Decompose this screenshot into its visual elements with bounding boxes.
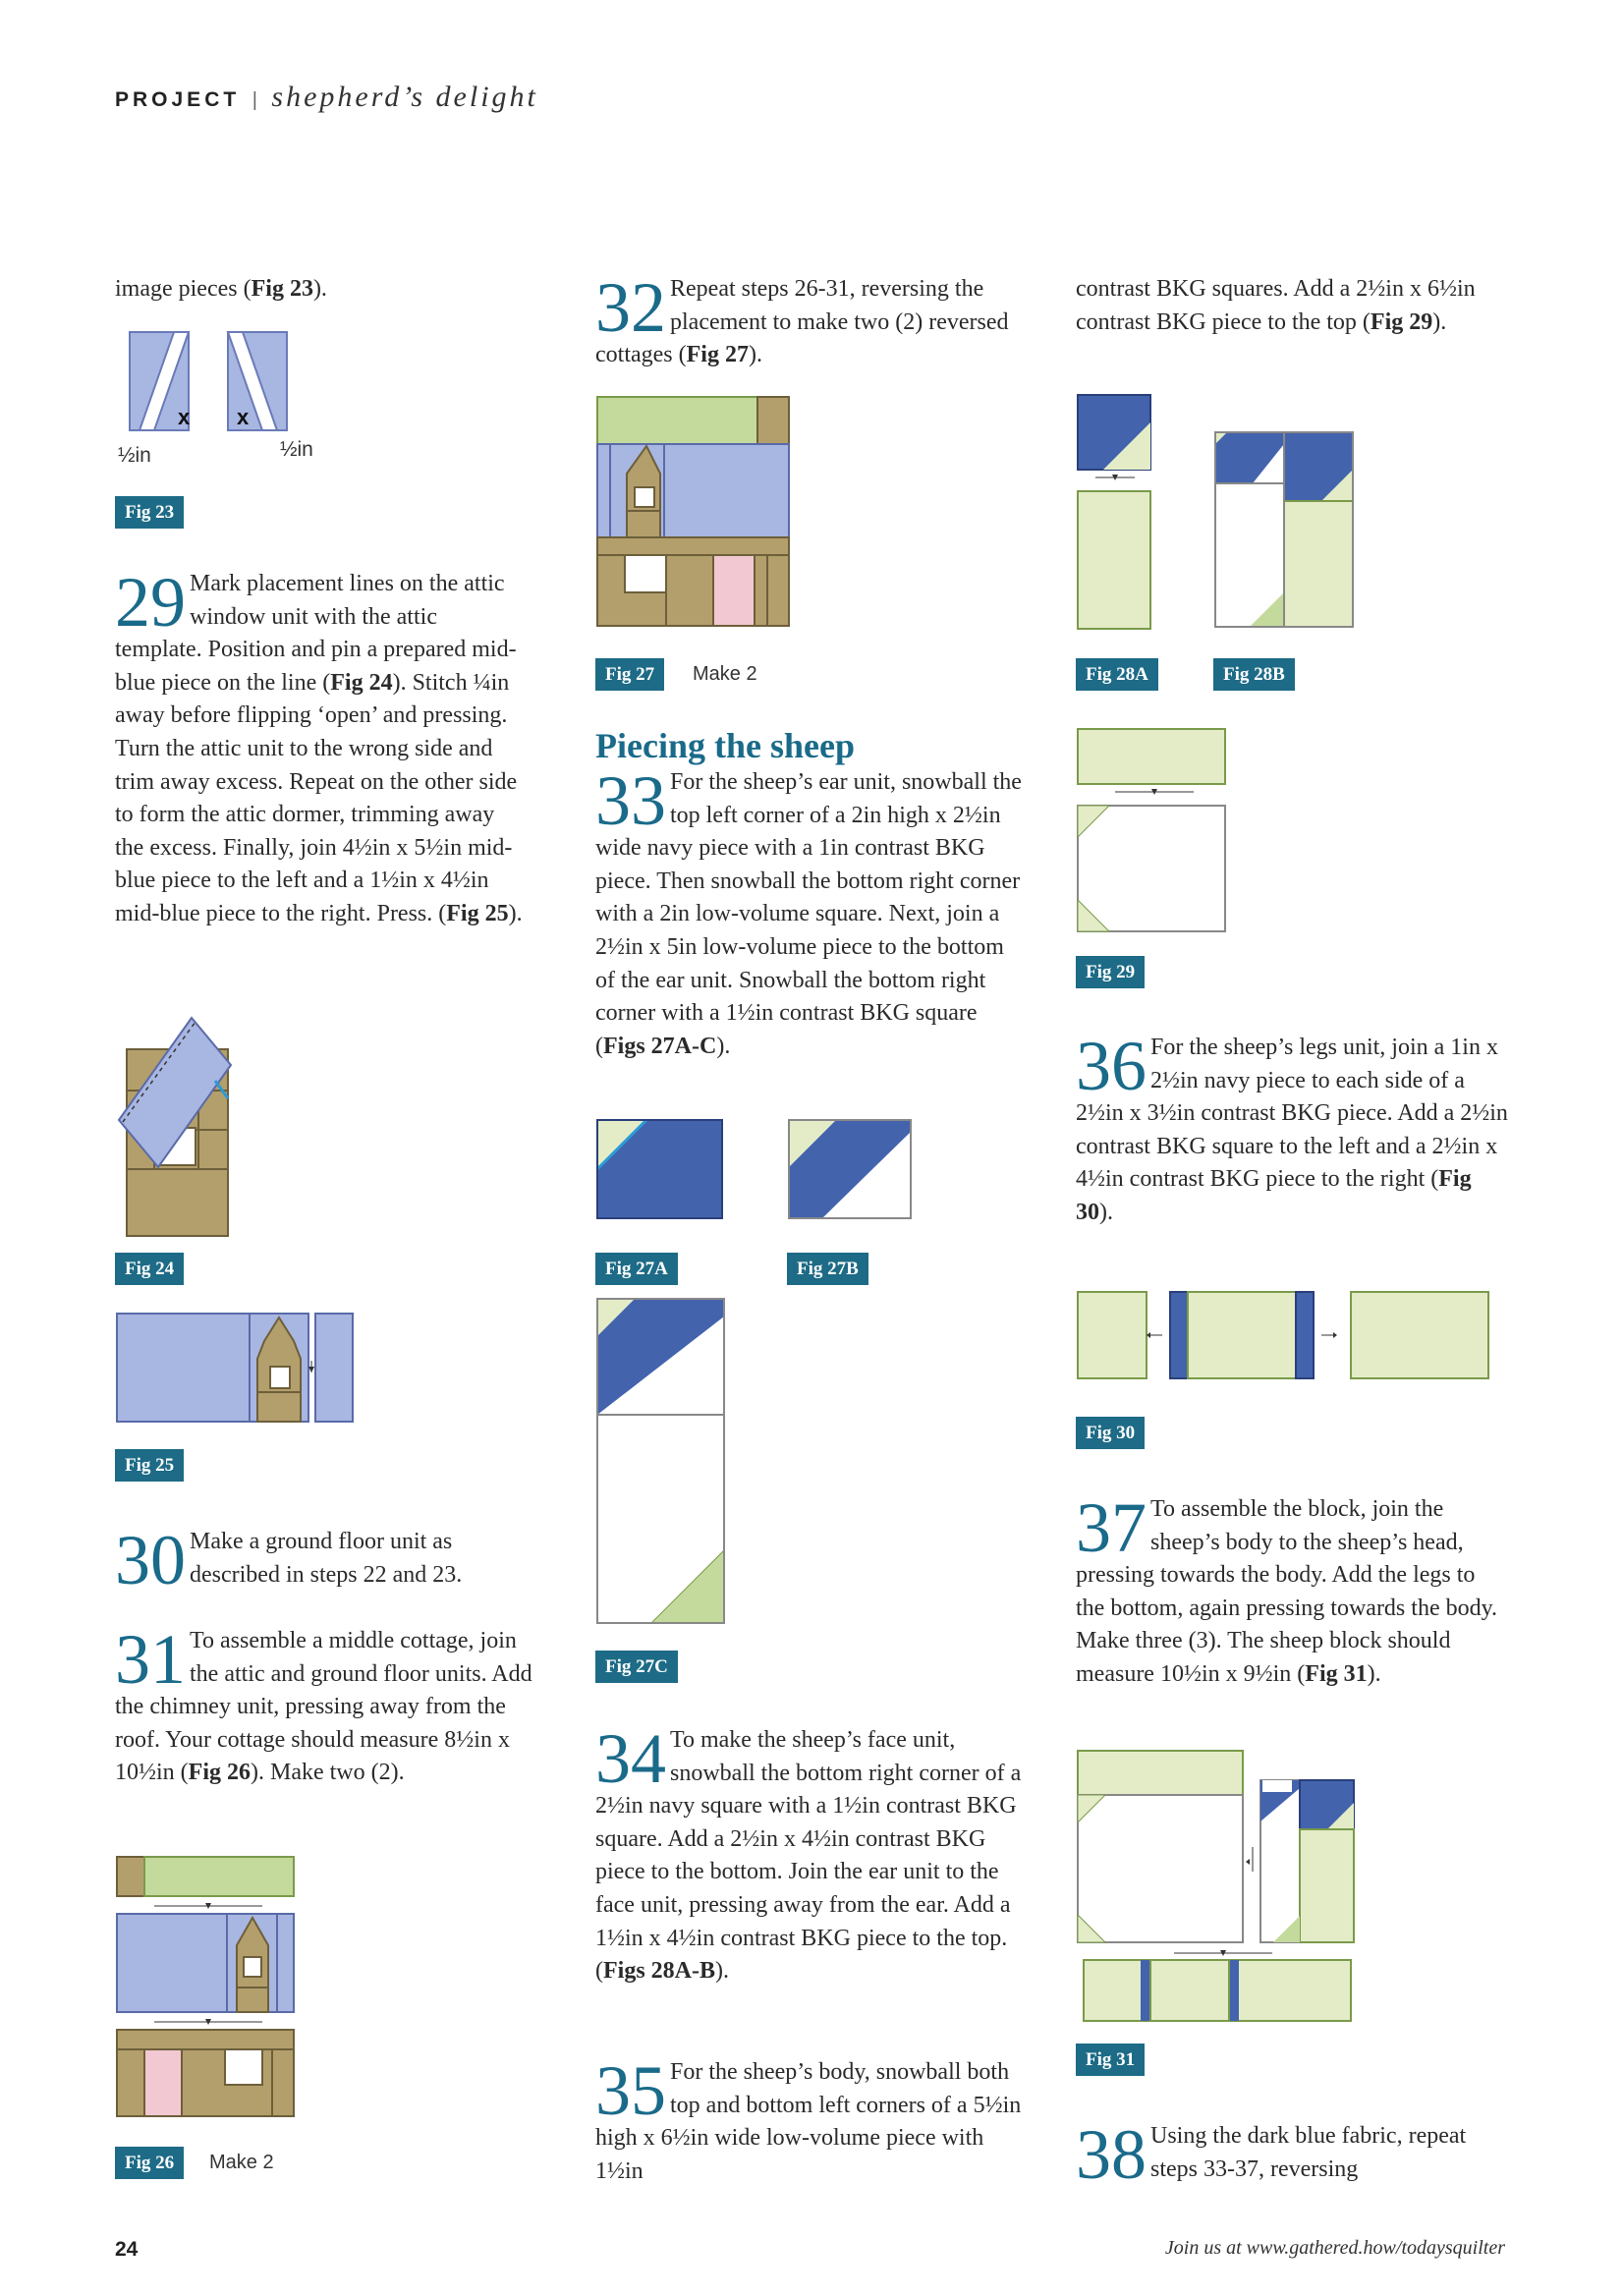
fig27a-label: Fig 27A: [595, 1253, 678, 1285]
fig26-label: Fig 26: [115, 2147, 184, 2179]
fig27a-diagram: [595, 1118, 728, 1222]
fig23-x-mark-right: x: [237, 405, 250, 429]
fig23-half-inch-left: ½in: [118, 444, 151, 467]
step-38-number: 38: [1076, 2115, 1147, 2194]
step-33-number: 33: [595, 761, 666, 840]
step-32-number: 32: [595, 268, 666, 347]
step-33: 33 For the sheep’s ear unit, snowball the top left corner of a 2in high x 2½in wide navy piece with a 1in contrast BKG piece. Then snowball the bottom right corner with a 2in low-volume square. Next, join a 2½in x 5in low-volume piece to the bottom of the ear unit. Snowball the bottom right corner with a 1½in contrast BKG square (Figs 27A-C).: [595, 761, 1022, 1059]
page-number: 24: [115, 2238, 139, 2261]
step-29-number: 29: [115, 563, 186, 642]
fig27c-diagram: [595, 1297, 728, 1631]
step-36-number: 36: [1076, 1027, 1147, 1105]
fig31-diagram: [1076, 1749, 1361, 2024]
fig28b-label: Fig 28B: [1213, 658, 1295, 691]
fig25-diagram: [115, 1312, 361, 1429]
step-37: 37 To assemble the block, join the sheep’s body to the sheep’s head, pressing towards the body. Add the legs to the bottom, again pressing towards the body. Make three (3). The sheep block should measure 10½in x 9½in (Fig 31).: [1076, 1488, 1498, 1687]
project-title: shepherd’s delight: [271, 81, 538, 113]
fig26-make-note: Make 2: [209, 2152, 274, 2173]
col1-intro: image pieces (Fig 23).: [115, 276, 327, 302]
fig27b-diagram: [787, 1118, 915, 1222]
step-31-number: 31: [115, 1620, 186, 1699]
fig29-diagram: [1076, 727, 1233, 938]
step-37-number: 37: [1076, 1488, 1147, 1567]
fig24-label: Fig 24: [115, 1253, 184, 1285]
fig26-diagram: [115, 1855, 302, 2120]
step-35: 35 For the sheep’s body, snowball both top and bottom left corners of a 5½in high x 6½in wide low-volume piece with 1½in: [595, 2051, 1022, 2184]
fig23-half-inch-right: ½in: [280, 438, 313, 461]
step-34: 34 To make the sheep’s face unit, snowball the bottom right corner of a 2½in navy square with a 1½in contrast BKG square. Add a 2½in x 4½in contrast BKG piece to the bottom. Join the ear unit to the face unit, pressing away from the ear. Add a 1½in x 4½in contrast BKG piece to the top. (Figs 28A-B).: [595, 1719, 1022, 1985]
step-30-number: 30: [115, 1521, 186, 1599]
fig28b-diagram: [1213, 430, 1357, 632]
section-label: PROJECT: [115, 88, 241, 111]
fig25-label: Fig 25: [115, 1449, 184, 1482]
step-29: 29 Mark placement lines on the attic window unit with the attic template. Position and pin a prepared mid-blue piece on the line (Fig 24). Stitch ¼in away before flipping ‘open’ and pressing. Turn the attic unit to the wrong side and trim away excess. Repeat on the other side to form the attic dormer, trimming away the excess. Finally, join 4½in x 5½in mid-blue piece to the left and a 1½in x 4½in mid-blue piece to the right. Press. (Fig 25).: [115, 563, 523, 926]
fig27-label: Fig 27: [595, 658, 664, 691]
step-32: 32 Repeat steps 26-31, reversing the placement to make two (2) reversed cottages (Fig 27).: [595, 268, 1009, 368]
fig23-diagram: [115, 324, 311, 472]
fig27-diagram: [595, 395, 792, 631]
footer-link[interactable]: Join us at www.gathered.how/todaysquilter: [1164, 2237, 1505, 2259]
fig27b-label: Fig 27B: [787, 1253, 868, 1285]
fig23-label: Fig 23: [115, 496, 184, 529]
fig31-label: Fig 31: [1076, 2044, 1145, 2076]
step-34-number: 34: [595, 1719, 666, 1798]
section-heading: Piecing the sheep: [595, 726, 855, 765]
fig30-label: Fig 30: [1076, 1417, 1145, 1449]
fig28a-label: Fig 28A: [1076, 658, 1158, 691]
step-31: 31 To assemble a middle cottage, join the attic and ground floor units. Add the chimney unit, pressing away from the roof. Your cottage should measure 8½in x 10½in (Fig 26). Make two (2).: [115, 1620, 532, 1786]
page-header: [115, 81, 538, 114]
fig29-label: Fig 29: [1076, 956, 1145, 988]
header-separator: |: [252, 89, 259, 111]
fig27c-label: Fig 27C: [595, 1651, 678, 1683]
fig30-diagram: [1076, 1290, 1498, 1383]
fig24-diagram: [115, 1012, 351, 1248]
fig23-x-mark-left: x: [178, 405, 191, 429]
step-35-number: 35: [595, 2051, 666, 2130]
fig27-make-note: Make 2: [693, 663, 757, 685]
step-36: 36 For the sheep’s legs unit, join a 1in x 2½in navy piece to each side of a 2½in x 3½in contrast BKG piece. Add a 2½in contrast BKG square to the left and a 2½in x 4½in contrast BKG piece to the right (Fig 30).: [1076, 1027, 1508, 1225]
col3-intro: contrast BKG squares. Add a 2½in x 6½in contrast BKG piece to the top (Fig 29).: [1076, 276, 1476, 335]
step-38: 38 Using the dark blue fabric, repeat steps 33-37, reversing: [1076, 2115, 1467, 2194]
step-30: 30 Make a ground floor unit as described in steps 22 and 23.: [115, 1521, 463, 1599]
fig28a-diagram: [1076, 393, 1154, 634]
